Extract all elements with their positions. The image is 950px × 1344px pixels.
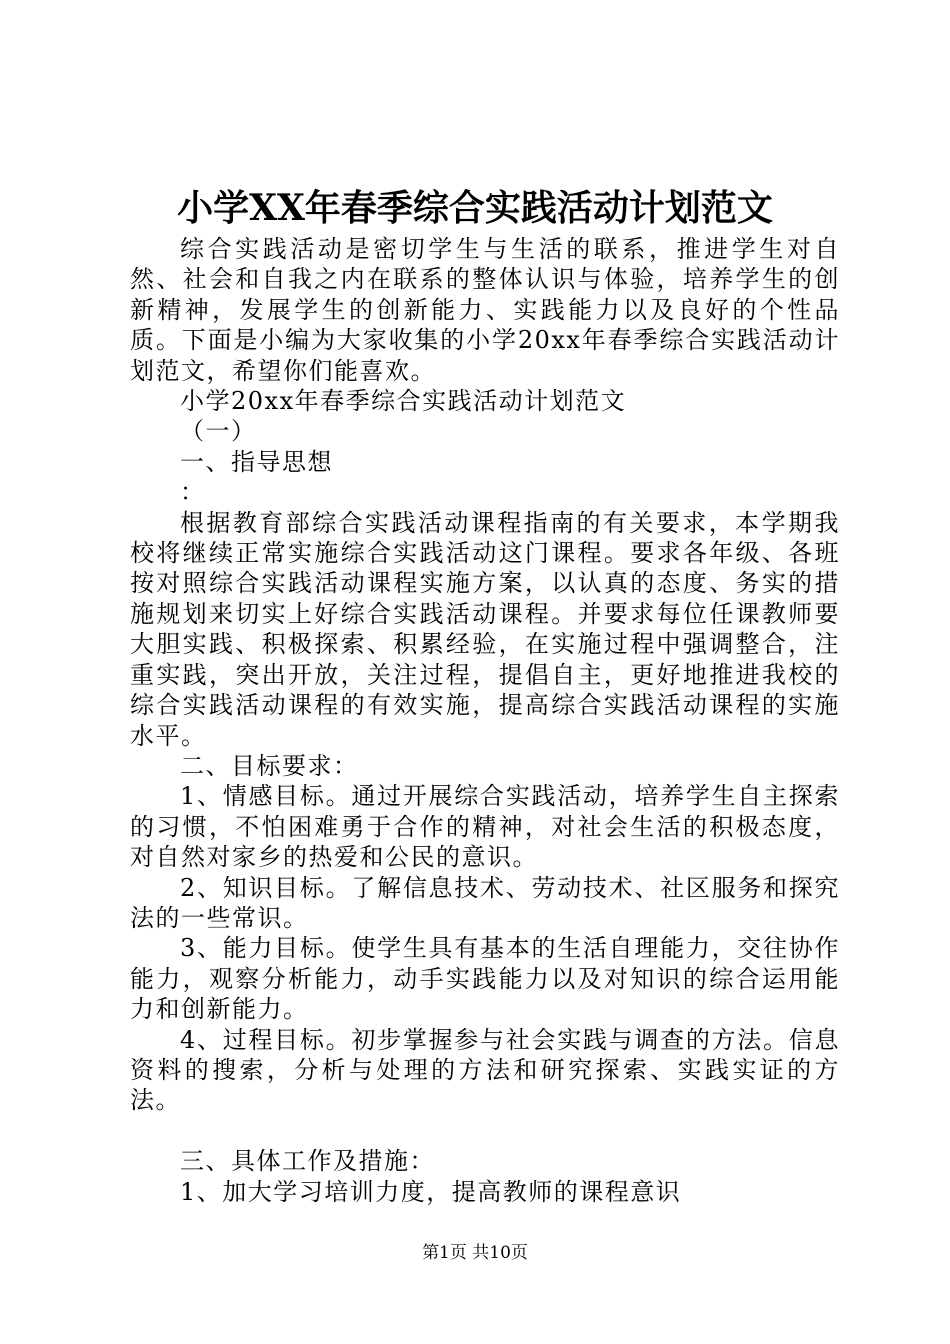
- document-body: [130, 234, 840, 1207]
- paragraph-objective-process: 4、过程目标。初步掌握参与社会实践与调查的方法。信息资料的搜索，分析与处理的方法和研究探索、实践实证的方法。: [130, 1025, 840, 1115]
- heading-guiding-thought: 一、指导思想: [180, 447, 333, 476]
- heading-measures: 三、具体工作及措施：: [180, 1147, 435, 1176]
- paragraph-guiding-content: 根据教育部综合实践活动课程指南的有关要求，本学期我校将继续正常实施综合实践活动这门课程。要求各年级、各班按对照综合实践活动课程实施方案，以认真的态度、务实的措施规划来切实上好综合实践活动课程。并要求每位任课教师要大胆实践、积极探索、积累经验，在实施过程中强调整合，注重实践，突出开放，关注过程，提倡自主，更好地推进我校的综合实践活动课程的有效实施，提高综合实践活动课程的实施水平。: [130, 508, 840, 750]
- paragraph-measure-one: 1、加大学习培训力度，提高教师的课程意识: [180, 1177, 682, 1206]
- page-footer: 第1页 共10页: [422, 1243, 528, 1263]
- paragraph-objective-knowledge: 2、知识目标。了解信息技术、劳动技术、社区服务和探究法的一些常识。: [130, 873, 840, 932]
- paragraph-subtitle: 小学20xx年春季综合实践活动计划范文: [180, 387, 627, 416]
- paragraph-objective-emotion: 1、情感目标。通过开展综合实践活动，培养学生自主探索的习惯，不怕困难勇于合作的精神，对社会生活的积极态度，对自然对家乡的热爱和公民的意识。: [130, 782, 840, 872]
- paragraph-colon: ：: [180, 478, 206, 507]
- paragraph-part-one: （一）: [180, 417, 257, 446]
- document-title: 小学XX年春季综合实践活动计划范文: [177, 187, 773, 229]
- paragraph-objective-ability: 3、能力目标。使学生具有基本的生活自理能力，交往协作能力，观察分析能力，动手实践能力以及对知识的综合运用能力和创新能力。: [130, 934, 840, 1024]
- heading-objectives: 二、目标要求：: [180, 751, 359, 780]
- paragraph-intro: 综合实践活动是密切学生与生活的联系，推进学生对自然、社会和自我之内在联系的整体认识与体验，培养学生的创新精神，发展学生的创新能力、实践能力以及良好的个性品质。下面是小编为大家收集的小学20xx年春季综合实践活动计划范文，希望你们能喜欢。: [130, 235, 840, 385]
